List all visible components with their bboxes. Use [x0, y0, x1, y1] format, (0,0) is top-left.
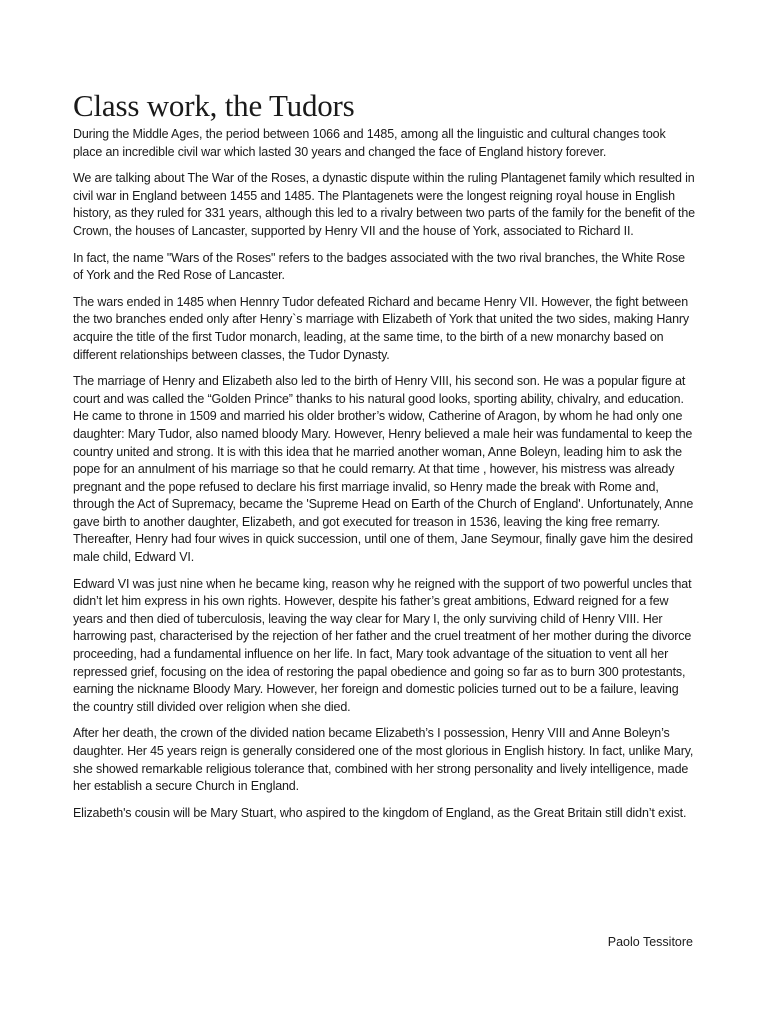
- paragraph-roses-name: In fact, the name "Wars of the Roses" refers to the badges associated with the two rival branches, the White Rose of York and the Red Rose of Lancaster.: [73, 250, 685, 283]
- author-signature: Paolo Tessitore: [607, 935, 693, 949]
- paragraph-henry-viii: The marriage of Henry and Elizabeth also led to the birth of Henry VIII, his second son. He was a popular figure at court and was called the “Golden Prince” thanks to his natural good looks, sporting ability, chivalry, and education. He came to throne in 1509 and married his older brother’s widow, Catherine of Aragon, by whom he had only one daughter: Mary Tudor, also named bloody Mary. However, Henry believed a male heir was fundamental to keep the country united and strong. It is with this idea that he married another woman, Anne Boleyn, leading him to ask the pope for an annulment of his marriage so that he could remarry. At that time , however, his mistress was already pregnant and the pope refused to declare his first marriage invalid, so Henry made the break with Rome and, through the Act of Supremacy, became the 'Supreme Head on Earth of the Church of England'. Unfortunately, Anne gave birth to another daughter, Elizabeth, and got executed for treason in 1536, leaving the king free remarry. Thereafter, Henry had four wives in quick succession, until one of them, Jane Seymour, finally gave him the desired male child, Edward VI.: [73, 374, 694, 565]
- document-body: [73, 88, 695, 831]
- document-title: Class work, the Tudors: [73, 88, 355, 123]
- paragraph-war-of-roses: We are talking about The War of the Roses, a dynastic dispute within the ruling Plantagenet family which resulted in civil war in England between 1455 and 1485. The Plantagenets were the longest reigning royal house in English history, as they ruled for 331 years, although this led to a rivalry between two parts of the family for the benefit of the Crown, the houses of Lancaster, supported by Henry VII and the house of York, associated to Richard II.: [73, 171, 695, 238]
- paragraph-intro: During the Middle Ages, the period between 1066 and 1485, among all the linguistic and cultural changes took place an incredible civil war which lasted 30 years and changed the face of England history forever.: [73, 127, 666, 159]
- paragraph-wars-ended: The wars ended in 1485 when Hennry Tudor defeated Richard and became Henry VII. However, the fight between the two branches ended only after Henry`s marriage with Elizabeth of York that united the two sides, making Hanry acquire the title of the first Tudor monarch, leading, at the same time, to the birth of a new monarchy based on different relationships between classes, the Tudor Dynasty.: [73, 294, 690, 362]
- paragraph-elizabeth-i: After her death, the crown of the divided nation became Elizabeth’s I possession, Henry VIII and Anne Boleyn’s daughter. Her 45 years reign is generally considered one of the most glorious in English history. In fact, unlike Mary, she showed remarkable religious tolerance that, combined with her strong personality and lively intelligence, made her establish a secure Church in England.: [73, 726, 694, 794]
- paragraph-mary-stuart: Elizabeth's cousin will be Mary Stuart, who aspired to the kingdom of England, as the Great Britain still didn’t exist.: [73, 805, 687, 820]
- paragraph-edward-vi: Edward VI was just nine when he became king, reason why he reigned with the support of two powerful uncles that didn’t let him express in his own rights. However, despite his father’s great ambitions, Edward reigned for a few years and then died of tuberculosis, leaving the way clear for Mary I, the only surviving child of Henry VIII. Her harrowing past, characterised by the rejection of her father and the cruel treatment of her mother during the divorce proceeding, had a fundamental influence on her life. In fact, Mary took advantage of the situation to vent all her repressed grief, focusing on the idea of restoring the papal obedience and going so far as to burn 300 protestants, earning the nickname Bloody Mary. However, her foreign and domestic policies turned out to be a failure, leaving the country still divided over religion when she died.: [73, 576, 692, 714]
